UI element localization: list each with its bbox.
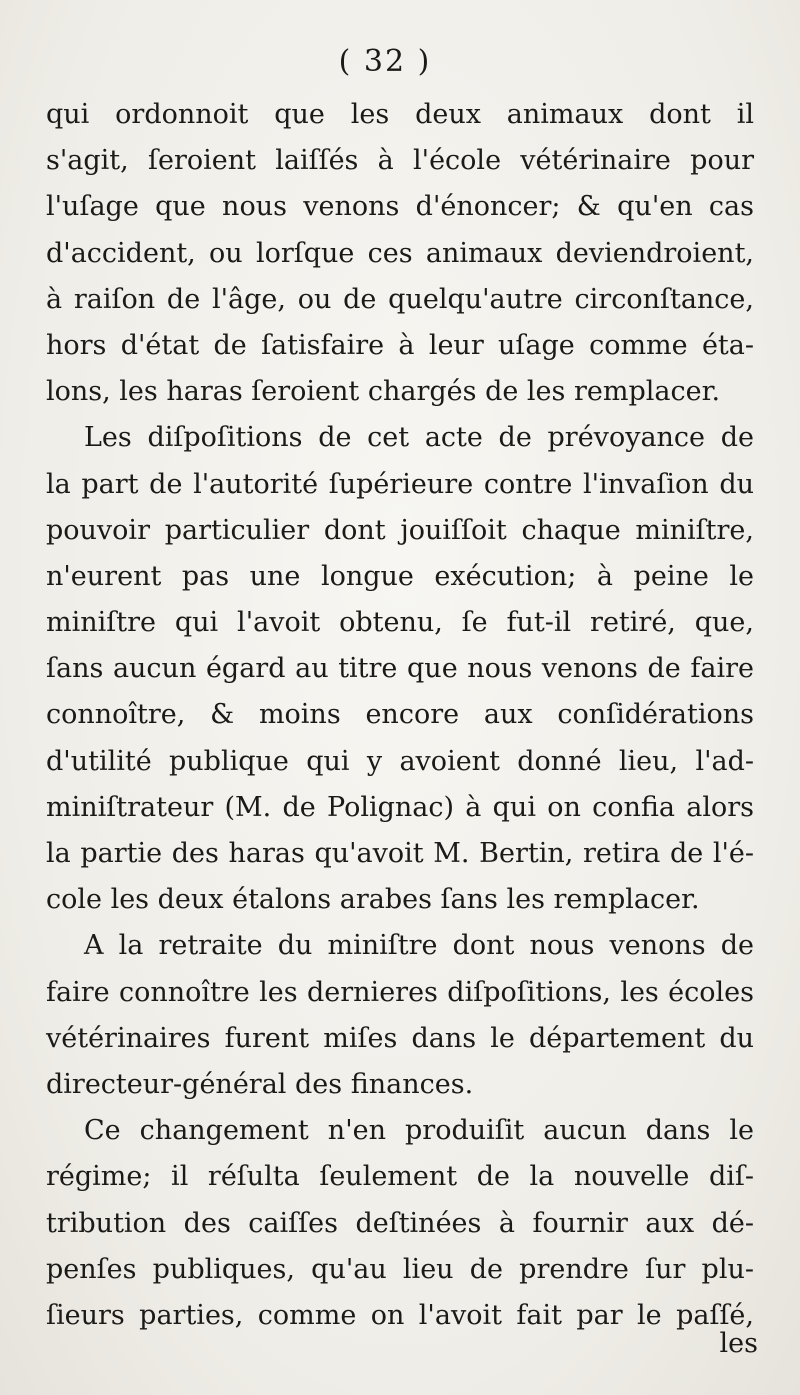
- text-line: n'eurent pas une longue exécution; à peine le: [46, 560, 754, 592]
- text-line: penſes publiques, qu'au lieu de prendre ſur plu-: [46, 1253, 754, 1285]
- text-line: la part de l'autorité ſupérieure contre l'invaſion du: [46, 468, 754, 500]
- text-line: qui ordonnoit que les deux animaux dont il: [46, 99, 754, 130]
- page-number: ( 32 ): [338, 44, 432, 79]
- body-text: [46, 92, 754, 1339]
- text-line: la partie des haras qu'avoit M. Bertin, retira de l'é-: [46, 838, 754, 869]
- text-line: régime; il réſulta ſeulement de la nouvelle diſ-: [46, 1161, 754, 1193]
- text-line: miniſtrateur (M. de Polignac) à qui on confia alors: [46, 791, 754, 823]
- text-line: ſieurs parties, comme on l'avoit fait par le paſſé,: [46, 1299, 754, 1331]
- text-line: lons, les haras ſeroient chargés de les remplacer.: [46, 376, 721, 408]
- paragraph-start-line: Ce changement n'en produiſit aucun dans le: [84, 1115, 754, 1147]
- text-line: tribution des caiſſes deſtinées à fournir aux dé-: [46, 1207, 754, 1239]
- text-line: à raiſon de l'âge, ou de quelqu'autre circonſtance,: [46, 283, 754, 315]
- text-line: vétérinaires furent miſes dans le département du: [46, 1022, 754, 1054]
- text-line: directeur-général des finances.: [46, 1068, 474, 1100]
- text-line: pouvoir particulier dont jouiſſoit chaque miniſtre,: [46, 514, 754, 546]
- text-line: l'uſage que nous venons d'énoncer; & qu'en cas: [46, 191, 754, 223]
- catchword: les: [719, 1328, 758, 1359]
- text-line: d'accident, ou lorſque ces animaux deviendroient,: [46, 237, 754, 269]
- text-line: miniſtre qui l'avoit obtenu, ſe fut-il retiré, que,: [46, 607, 754, 639]
- text-line: cole les deux étalons arabes ſans les remplacer.: [46, 884, 700, 916]
- text-line: hors d'état de ſatisfaire à leur uſage comme éta-: [46, 329, 754, 361]
- text-line: connoître, & moins encore aux conſidérations: [46, 699, 754, 731]
- text-line: ſans aucun égard au titre que nous venons de faire: [46, 653, 754, 685]
- paragraph-start-line: Les diſpoſitions de cet acte de prévoyance de: [84, 422, 754, 454]
- text-line: s'agit, ſeroient laiſſés à l'école vétérinaire pour: [46, 145, 754, 177]
- text-line: faire connoître les dernieres diſpoſitions, les écoles: [46, 976, 754, 1008]
- text-line: d'utilité publique qui y avoient donné lieu, l'ad-: [46, 745, 754, 777]
- paragraph-start-line: A la retraite du miniſtre dont nous venons de: [84, 930, 754, 962]
